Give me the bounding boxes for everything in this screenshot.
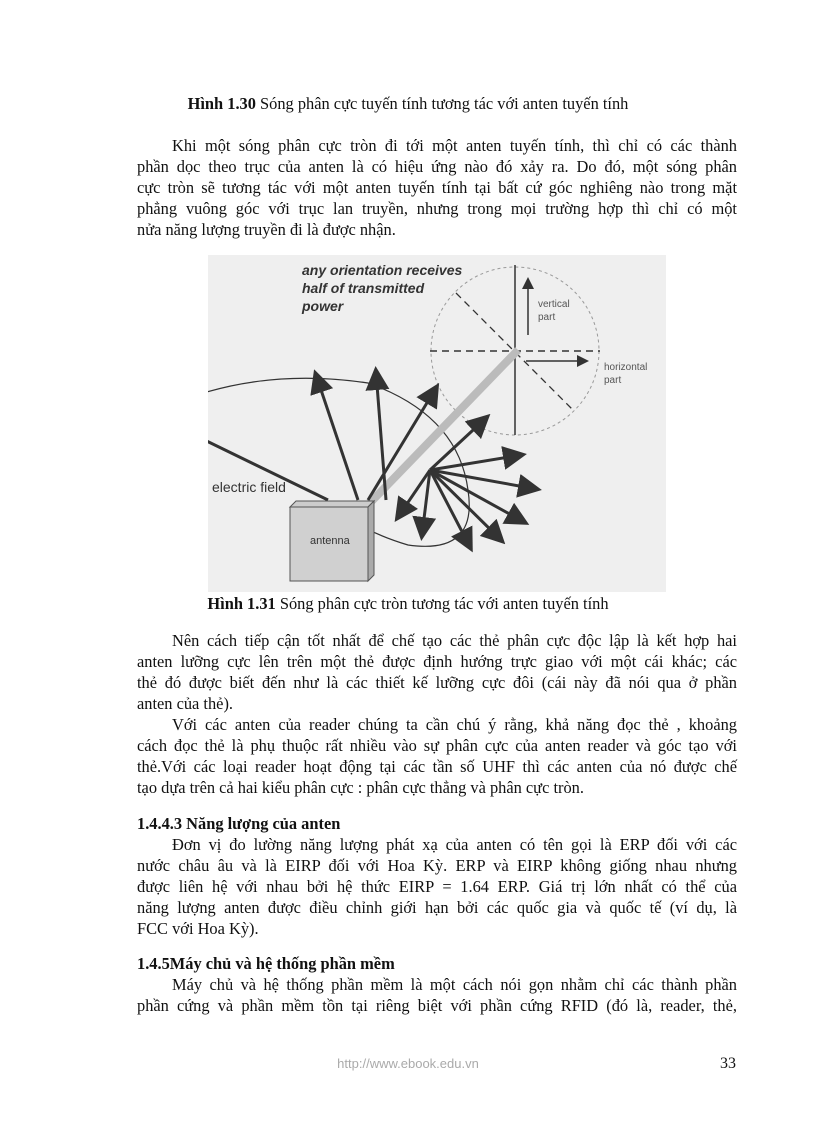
electric-field-label: electric field	[212, 479, 286, 495]
text-line: cực tròn sẽ tương tác với một anten tuyến tính tại bất cứ góc nghiêng nào trong mặt	[137, 178, 737, 197]
caption-label: Hình 1.31	[207, 594, 276, 613]
horizontal-part-label: horizontal	[604, 362, 648, 373]
caption-label: Hình 1.30	[187, 94, 256, 113]
figure-caption-1-30	[0, 93, 816, 114]
text-line: tạo dựa trên cả hai kiểu phân cực : phân cực thẳng và phân cực tròn.	[137, 778, 584, 797]
text-line: anten của thẻ).	[137, 694, 234, 713]
text-line: Khi một sóng phân cực tròn đi tới một anten tuyến tính, thì chỉ có các thành	[172, 136, 737, 155]
caption-text: Sóng phân cực tuyến tính tương tác với anten tuyến tính	[255, 94, 629, 113]
text-line: phần dọc theo trục của anten là có hiệu ứng nào đó xảy ra. Do đó, một sóng phân	[137, 157, 737, 176]
section-heading-1-4-5: 1.4.5Máy chủ và hệ thống phần mềm	[137, 954, 395, 973]
text-line: FCC với Hoa Kỳ).	[137, 919, 259, 938]
vertical-part-label: vertical	[538, 299, 570, 310]
text-line: thẻ đó được biết đến như là các thiết kế lưỡng cực đôi (cái này đã nói qua ở phần	[137, 673, 737, 692]
text-line: nước châu âu và là EIRP đối với Hoa Kỳ. ERP và EIRP không giống nhau nhưng	[137, 856, 737, 875]
text-line: được liên hệ với nhau bởi hệ thức EIRP = 1.64 ERP. Giá trị lớn nhất có thể của	[137, 877, 737, 896]
figure-caption-1-31	[0, 593, 816, 614]
horizontal-part-label: part	[604, 375, 622, 386]
text-line: năng lượng anten được điều chỉnh giới hạn bởi các quốc gia và quốc tế (ví dụ, là	[137, 898, 737, 917]
text-line: cách đọc thẻ là phụ thuộc rất nhiều vào sự phân cực của anten reader và góc tạo với	[137, 736, 737, 755]
figure-title-line: any orientation receives	[302, 262, 463, 278]
page-number: 33	[720, 1055, 736, 1072]
text-line: Nên cách tiếp cận tốt nhất để chế tạo các thẻ phân cực độc lập là kết hợp hai	[172, 631, 737, 650]
figure-title-line: power	[302, 298, 344, 314]
text-line: phần cứng và phần mềm tồn tại riêng biệt với phần cứng RFID (đó là, reader, thẻ,	[137, 996, 737, 1015]
text-line: thẻ.Với các loại reader hoạt động tại các tần số UHF thì các anten của nó được chế	[137, 757, 737, 776]
figure-circular-polarization-diagram	[208, 255, 666, 592]
figure-title-line: half of transmitted	[302, 280, 425, 296]
text-line: Máy chủ và hệ thống phần mềm là một cách nói gọn nhằm chỉ các thành phần	[172, 975, 737, 994]
text-line: Đơn vị đo lường năng lượng phát xạ của anten có tên gọi là ERP đối với các	[172, 835, 737, 854]
text-line: Với các anten của reader chúng ta cần chú ý rằng, khả năng đọc thẻ , khoảng	[172, 715, 737, 734]
vertical-part-label: part	[538, 312, 556, 323]
footer-url[interactable]: http://www.ebook.edu.vn	[337, 1056, 479, 1071]
figure-title	[301, 262, 463, 314]
diagram-svg	[208, 255, 666, 592]
text-line: phẳng vuông góc với trục lan truyền, nhưng trong mọi trường hợp thì chỉ có một	[137, 199, 737, 218]
text-line: nửa năng lượng truyền đi là được nhận.	[137, 220, 396, 239]
caption-text: Sóng phân cực tròn tương tác với anten tuyến tính	[275, 594, 609, 613]
section-heading-1-4-4-3: 1.4.4.3 Năng lượng của anten	[137, 814, 341, 833]
antenna-label: antenna	[310, 535, 350, 547]
text-line: anten lưỡng cực lên trên một thẻ được định hướng trực giao với một cái khác; các	[137, 652, 737, 671]
